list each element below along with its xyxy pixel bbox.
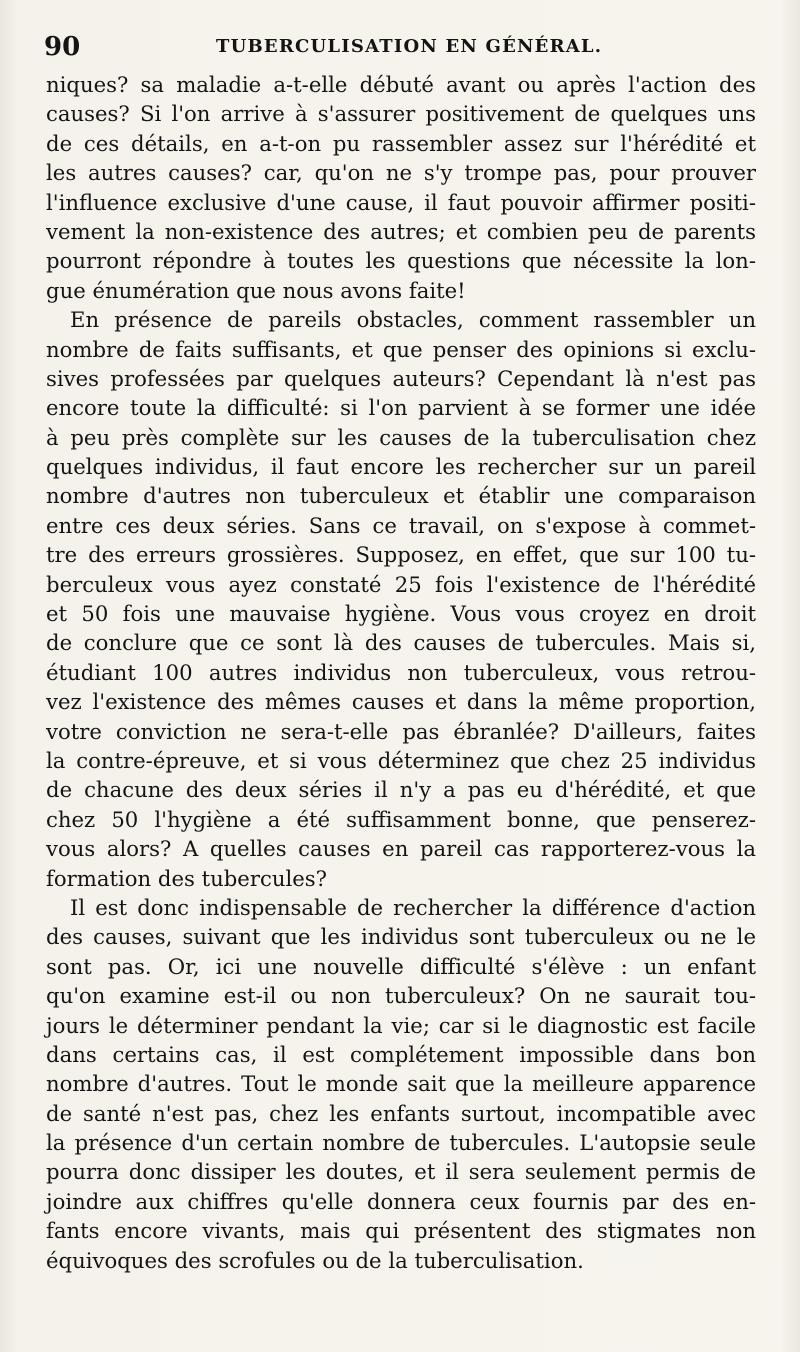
text-line: de chacune des deux séries il n'y a pas eu d'hérédité, et que bbox=[46, 777, 756, 803]
page-header bbox=[44, 32, 758, 66]
text-line: pourront répondre à toutes les questions que nécessite la lon- bbox=[46, 248, 756, 274]
text-line: et 50 fois une mauvaise hygiène. Vous vous croyez en droit bbox=[46, 601, 756, 627]
text-line: nombre d'autres. Tout le monde sait que la meilleure apparence bbox=[46, 1071, 756, 1097]
text-line: à peu près complète sur les causes de la tuberculisation chez bbox=[46, 424, 756, 450]
text-line: nombre de faits suffisants, et que penser des opinions si exclu- bbox=[46, 336, 756, 362]
text-line: vement la non-existence des autres; et combien peu de parents bbox=[46, 218, 756, 244]
text-line: entre ces deux séries. Sans ce travail, on s'expose à commet- bbox=[46, 512, 756, 538]
text-line: nombre d'autres non tuberculeux et établir une comparaison bbox=[46, 483, 756, 509]
text-line: fants encore vivants, mais qui présentent des stigmates non bbox=[46, 1218, 756, 1244]
text-line: sives professées par quelques auteurs? Cependant là n'est pas bbox=[46, 365, 756, 391]
text-line: l'influence exclusive d'une cause, il faut pouvoir affirmer positi- bbox=[46, 189, 756, 215]
text-line: Il est donc indispensable de rechercher la différence d'action bbox=[70, 894, 756, 920]
text-line: étudiant 100 autres individus non tuberculeux, vous retrou- bbox=[46, 659, 756, 685]
text-line: encore toute la difficulté: si l'on parvient à se former une idée bbox=[46, 395, 756, 421]
text-line: chez 50 l'hygiène a été suffisamment bonne, que penserez- bbox=[46, 806, 756, 832]
text-line: de conclure que ce sont là des causes de tubercules. Mais si, bbox=[46, 630, 756, 656]
page-number: 90 bbox=[44, 32, 81, 62]
text-line: berculeux vous ayez constaté 25 fois l'existence de l'hérédité bbox=[46, 571, 756, 597]
text-line: tre des erreurs grossières. Supposez, en effet, que sur 100 tu- bbox=[46, 542, 756, 568]
body-text bbox=[46, 70, 756, 1275]
text-line: jours le déterminer pendant la vie; car si le diagnostic est facile bbox=[46, 1012, 756, 1038]
text-line: dans certains cas, il est complétement impossible dans bon bbox=[46, 1041, 756, 1067]
text-line: pourra donc dissiper les doutes, et il sera seulement permis de bbox=[46, 1159, 756, 1185]
text-line: niques? sa maladie a-t-elle débuté avant ou après l'action des bbox=[46, 72, 756, 97]
text-line: de ces détails, en a-t-on pu rassembler assez sur l'hérédité et bbox=[46, 130, 756, 156]
text-line: formation des tubercules? bbox=[46, 865, 328, 891]
text-line: gue énumération que nous avons faite! bbox=[46, 277, 466, 303]
text-line: vez l'existence des mêmes causes et dans la même proportion, bbox=[46, 689, 756, 715]
text-line: sont pas. Or, ici une nouvelle difficulté s'élève : un enfant bbox=[46, 953, 756, 979]
text-line: des causes, suivant que les individus sont tuberculeux ou ne le bbox=[46, 924, 756, 950]
text-line: la contre-épreuve, et si vous déterminez que chez 25 individus bbox=[46, 747, 756, 773]
text-line: qu'on examine est-il ou non tuberculeux? On ne saurait tou- bbox=[46, 983, 756, 1009]
text-line: les autres causes? car, qu'on ne s'y trompe pas, pour prouver bbox=[46, 160, 756, 186]
text-line: de santé n'est pas, chez les enfants surtout, incompatible avec bbox=[46, 1100, 756, 1126]
text-line: vous alors? A quelles causes en pareil cas rapporterez-vous la bbox=[46, 836, 756, 862]
text-line: votre conviction ne sera-t-elle pas ébranlée? D'ailleurs, faites bbox=[46, 718, 756, 744]
text-line: En présence de pareils obstacles, comment rassembler un bbox=[70, 307, 756, 333]
text-line: la présence d'un certain nombre de tubercules. L'autopsie seule bbox=[46, 1130, 756, 1156]
text-line: quelques individus, il faut encore les rechercher sur un pareil bbox=[46, 454, 756, 480]
text-line: joindre aux chiffres qu'elle donnera ceux fournis par des en- bbox=[46, 1188, 756, 1214]
text-line: équivoques des scrofules ou de la tuberculisation. bbox=[46, 1247, 584, 1273]
running-head: TUBERCULISATION EN GÉNÉRAL. bbox=[216, 36, 603, 57]
text-line: causes? Si l'on arrive à s'assurer positivement de quelques uns bbox=[46, 101, 756, 127]
